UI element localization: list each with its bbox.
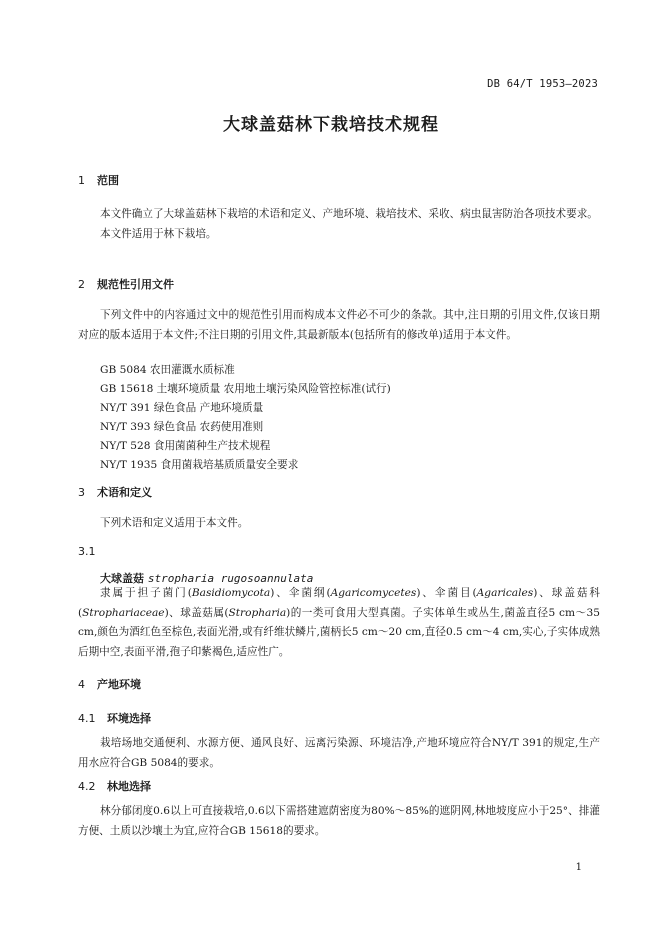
subsection-4-2-body bbox=[78, 802, 600, 841]
section-2-heading bbox=[78, 276, 174, 292]
section-title: 产地环境 bbox=[97, 678, 141, 691]
latin-name: Agaricomycetes bbox=[330, 587, 417, 599]
subsection-title: 环境选择 bbox=[107, 712, 151, 725]
term-number: 3.1 bbox=[78, 545, 96, 558]
definition-text bbox=[78, 584, 600, 662]
section-title: 术语和定义 bbox=[97, 486, 152, 499]
reference-item: NY/T 528 食用菌菌种生产技术规程 bbox=[100, 440, 271, 452]
reference-item: GB 5084 农田灌溉水质标准 bbox=[100, 364, 235, 376]
subsection-4-1-heading bbox=[78, 710, 151, 726]
reference-item: GB 15618 土壤环境质量 农用地土壤污染风险管控标准(试行) bbox=[100, 383, 391, 395]
latin-name: Stropharia bbox=[228, 606, 287, 619]
term-name-cn: 大球盖菇 bbox=[100, 572, 144, 585]
paragraph: 下列文件中的内容通过文中的规范性引用而构成本文件必不可少的条款。其中,注日期的引用文件,仅该日期对应的版本适用于本文件;不注日期的引用文件,其最新版本(包括所有的修改单)适用于本文件。 bbox=[78, 309, 600, 341]
latin-name: Basidiomycota bbox=[191, 587, 271, 599]
subsection-title: 林地选择 bbox=[107, 780, 151, 793]
subsection-number: 4.2 bbox=[78, 780, 96, 793]
document-title: 大球盖菇林下栽培技术规程 bbox=[223, 115, 439, 135]
page-number: 1 bbox=[575, 862, 582, 873]
standard-code: DB 64/T 1953—2023 bbox=[487, 78, 598, 90]
paragraph: 下列术语和定义适用于本文件。 bbox=[100, 517, 249, 529]
reference-item: NY/T 393 绿色食品 农药使用准则 bbox=[100, 421, 264, 433]
section-3-body bbox=[78, 514, 600, 534]
subsection-number: 4.1 bbox=[78, 712, 96, 725]
section-title: 范围 bbox=[97, 174, 119, 187]
section-number: 4 bbox=[78, 678, 85, 691]
section-4-heading bbox=[78, 676, 141, 692]
paragraph: 林分郁闭度0.6以上可直接栽培,0.6以下需搭建遮荫密度为80%～85%的遮阴网,林地坡度应小于25°、排灌方便、土质以沙壤土为宜,应符合GB 15618的要求。 bbox=[78, 805, 600, 837]
reference-item: NY/T 1935 食用菌栽培基质质量安全要求 bbox=[100, 459, 299, 471]
section-number: 3 bbox=[78, 486, 85, 499]
section-title: 规范性引用文件 bbox=[97, 278, 174, 291]
term-definition bbox=[78, 584, 600, 662]
section-2-body bbox=[78, 306, 600, 345]
latin-name: Strophariaceae bbox=[82, 606, 165, 619]
definition-part: 隶属于担子菌门( bbox=[100, 587, 192, 599]
definition-part: )、伞菌纲( bbox=[270, 587, 331, 599]
latin-name: Agaricales bbox=[476, 587, 534, 599]
paragraph: 本文件确立了大球盖菇林下栽培的术语和定义、产地环境、栽培技术、采收、病虫鼠害防治各项技术要求。 bbox=[100, 208, 598, 220]
definition-part: )、球盖菇科( bbox=[78, 587, 600, 619]
term-name-latin: stropharia rugosoannulata bbox=[147, 572, 314, 585]
definition-part: )的一类可食用大型真菌。子实体单生或丛生,菌盖直径5 cm～35 cm,颜色为酒红色至棕色,表面光滑,或有纤维状鳞片,菌柄长5 cm～20 cm,直径0.5 cm～4 cm,实心,子实体成熟后期中空,表面平滑,孢子印紫褐色,适应性广。 bbox=[78, 606, 600, 658]
definition-part: )、球盖菇属( bbox=[164, 606, 229, 619]
reference-list bbox=[100, 361, 391, 475]
section-1-body bbox=[78, 205, 600, 244]
definition-part: )、伞菌目( bbox=[416, 587, 477, 599]
paragraph: 栽培场地交通便利、水源方便、通风良好、远离污染源、环境洁净,产地环境应符合NY/T 391的规定,生产用水应符合GB 5084的要求。 bbox=[78, 737, 600, 769]
reference-item: NY/T 391 绿色食品 产地环境质量 bbox=[100, 402, 264, 414]
section-number: 1 bbox=[78, 174, 85, 187]
section-3-heading bbox=[78, 484, 152, 500]
section-1-heading bbox=[78, 172, 119, 188]
subsection-4-2-heading bbox=[78, 778, 151, 794]
paragraph: 本文件适用于林下栽培。 bbox=[100, 227, 217, 240]
subsection-4-1-body bbox=[78, 734, 600, 773]
section-number: 2 bbox=[78, 278, 85, 291]
